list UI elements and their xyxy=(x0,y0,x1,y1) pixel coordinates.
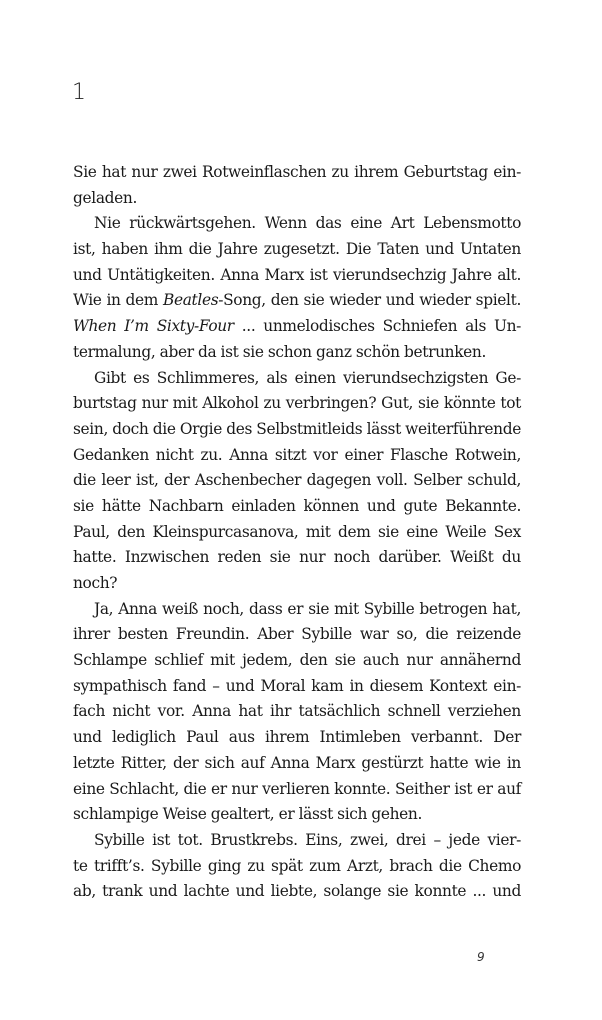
text-line: Sybille ist tot. Brustkrebs. Eins, zwei, drei – jede vier- xyxy=(94,830,521,849)
text-line: Schlampe schlief mit jedem, den sie auch nur annähernd xyxy=(73,651,521,670)
text-line: ist, haben ihm die Jahre zugesetzt. Die Taten und Untaten xyxy=(73,240,521,259)
text-line: und Untätigkeiten. Anna Marx ist vierundsechzig Jahre alt. xyxy=(73,265,521,284)
text-line: letzte Ritter, der sich auf Anna Marx gestürzt hatte wie in xyxy=(73,753,521,772)
text-run: -Song, den sie wieder und wieder spielt. xyxy=(218,291,521,310)
text-line: und lediglich Paul aus ihrem Intimleben verbannt. Der xyxy=(73,728,521,747)
text-line: Nie rückwärtsgehen. Wenn das eine Art Lebensmotto xyxy=(94,214,521,233)
body-text xyxy=(73,160,521,905)
text-line: Gibt es Schlimmeres, als einen vierundsechzigsten Ge- xyxy=(94,368,521,387)
page-number: 9 xyxy=(477,950,485,964)
italic-run: Beatles xyxy=(163,291,219,310)
text-line: sympathisch fand – und Moral kam in diesem Kontext ein- xyxy=(73,676,521,695)
text-line-mixed xyxy=(73,314,521,340)
text-line: hatte. Inzwischen reden sie nur noch darüber. Weißt du xyxy=(73,548,521,567)
text-line: termalung, aber da ist sie schon ganz schön betrunken. xyxy=(73,342,487,361)
text-line: te trifft’s. Sybille ging zu spät zum Arzt, brach die Chemo xyxy=(73,856,521,875)
text-line: Paul, den Kleinspurcasanova, mit dem sie eine Weile Sex xyxy=(73,522,521,541)
text-line: die leer ist, der Aschenbecher dagegen voll. Selber schuld, xyxy=(73,471,521,490)
text-line: Sie hat nur zwei Rotweinflaschen zu ihrem Geburtstag ein- xyxy=(73,163,521,181)
text-line: noch? xyxy=(73,574,118,592)
text-run: Wie in dem xyxy=(73,291,163,310)
text-line: sie hätte Nachbarn einladen können und gute Bekannte. xyxy=(73,496,521,515)
text-line: schlampige Weise gealtert, er lässt sich gehen. xyxy=(73,805,423,824)
text-line: fach nicht vor. Anna hat ihr tatsächlich schnell verziehen xyxy=(73,702,521,721)
text-line: eine Schlacht, die er nur verlieren konnte. Seither ist er auf xyxy=(73,779,521,798)
italic-run: When I’m Sixty-Four xyxy=(73,317,234,336)
text-line: sein, doch die Orgie des Selbstmitleids lässt weiterführende xyxy=(73,419,521,438)
text-line-mixed xyxy=(73,288,521,314)
text-line: Ja, Anna weiß noch, dass er sie mit Sybille betrogen hat, xyxy=(94,599,521,618)
text-line: ab, trank und lachte und liebte, solange sie konnte ... und xyxy=(73,882,521,901)
text-line: burtstag nur mit Alkohol zu verbringen? Gut, sie könnte tot xyxy=(73,394,521,413)
text-line: geladen. xyxy=(73,188,138,207)
chapter-number: 1 xyxy=(72,80,86,105)
text-line: ihrer besten Freundin. Aber Sybille war so, die reizende xyxy=(73,625,521,644)
text-run: ... unmelodisches Schniefen als Un- xyxy=(233,317,521,336)
text-line: Gedanken nicht zu. Anna sitzt vor einer Flasche Rotwein, xyxy=(73,445,521,464)
